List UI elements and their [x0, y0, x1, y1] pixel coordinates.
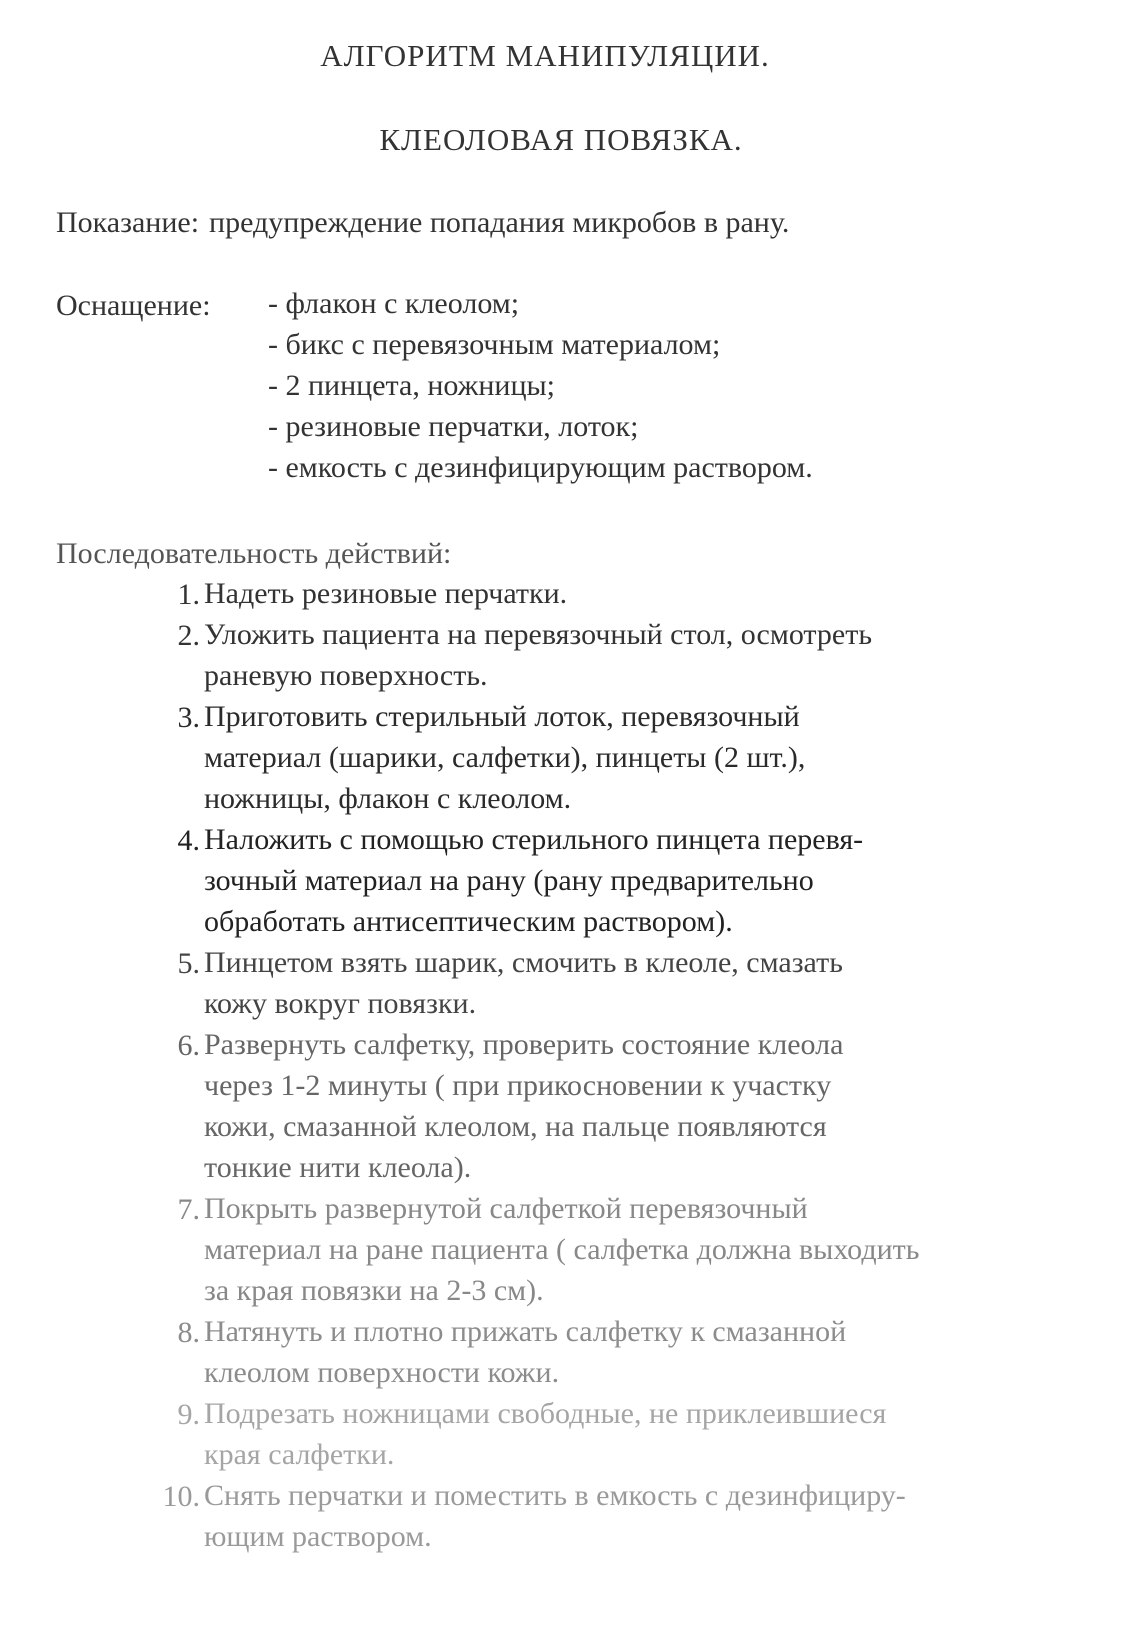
step-line: Наложить с помощью стерильного пинцета перевя- — [204, 823, 864, 856]
step-item — [160, 1316, 1080, 1398]
step-item — [160, 824, 1080, 947]
step-number: 7. — [177, 1193, 200, 1226]
equipment-item: - емкость с дезинфицирующим раствором. — [268, 451, 813, 484]
equipment-item: - флакон с клеолом; — [268, 287, 520, 320]
step-item — [160, 1029, 1080, 1193]
step-line: тонкие нити клеола). — [204, 1151, 472, 1184]
step-number: 1. — [177, 578, 200, 611]
steps-list — [160, 578, 1080, 1562]
document-subtitle: КЛЕОЛОВАЯ ПОВЯЗКА. — [379, 122, 743, 157]
equipment-item: - резиновые перчатки, лоток; — [268, 410, 639, 443]
step-number: 2. — [177, 619, 200, 652]
step-item — [160, 578, 1080, 619]
step-item — [160, 619, 1080, 701]
step-line: материал (шарики, салфетки), пинцеты (2 шт.), — [204, 741, 806, 774]
equipment-label: Оснащение: — [56, 289, 211, 322]
step-line: Подрезать ножницами свободные, не приклеившиеся — [204, 1397, 887, 1430]
indication-text: предупреждение попадания микробов в рану. — [209, 206, 790, 239]
step-line: Уложить пациента на перевязочный стол, осмотреть — [204, 618, 873, 651]
step-number: 6. — [177, 1029, 200, 1062]
step-line: Снять перчатки и поместить в емкость с дезинфициру- — [204, 1479, 906, 1512]
equipment-item: - 2 пинцета, ножницы; — [268, 369, 556, 402]
step-line: Покрыть развернутой салфеткой перевязочный — [204, 1192, 808, 1225]
step-item — [160, 701, 1080, 824]
equipment-item: - бикс с перевязочным материалом; — [268, 328, 721, 361]
step-line: Развернуть салфетку, проверить состояние клеола — [204, 1028, 844, 1061]
step-line: Приготовить стерильный лоток, перевязочный — [204, 700, 800, 733]
step-item — [160, 1193, 1080, 1316]
step-line: клеолом поверхности кожи. — [204, 1356, 560, 1389]
step-number: 3. — [177, 701, 200, 734]
indication-label: Показание: — [56, 206, 200, 239]
step-line: материал на ране пациента ( салфетка должна выходить — [204, 1233, 920, 1266]
step-item — [160, 1398, 1080, 1480]
step-line: зочный материал на рану (рану предварительно — [204, 864, 814, 897]
step-number: 9. — [177, 1398, 200, 1431]
step-line: кожи, смазанной клеолом, на пальце появляются — [204, 1110, 827, 1143]
step-line: ющим раствором. — [204, 1520, 432, 1553]
step-number: 8. — [177, 1316, 200, 1349]
indication — [56, 206, 789, 240]
equipment-list — [268, 289, 813, 494]
step-number: 5. — [177, 947, 200, 980]
step-line: края салфетки. — [204, 1438, 395, 1471]
step-item — [160, 947, 1080, 1029]
step-line: ножницы, флакон с клеолом. — [204, 782, 572, 815]
step-line: Надеть резиновые перчатки. — [204, 577, 568, 610]
step-line: обработать антисептическим раствором). — [204, 905, 733, 938]
step-line: раневую поверхность. — [204, 659, 488, 692]
step-number: 4. — [177, 824, 200, 857]
step-line: кожу вокруг повязки. — [204, 987, 477, 1020]
step-item — [160, 1480, 1080, 1562]
step-line: Натянуть и плотно прижать салфетку к смазанной — [204, 1315, 847, 1348]
document-title: АЛГОРИТМ МАНИПУЛЯЦИИ. — [320, 38, 770, 73]
step-number: 10. — [162, 1480, 200, 1513]
step-line: через 1-2 минуты ( при прикосновении к участку — [204, 1069, 832, 1102]
step-line: за края повязки на 2-3 см). — [204, 1274, 544, 1307]
step-line: Пинцетом взять шарик, смочить в клеоле, смазать — [204, 946, 843, 979]
sequence-label: Последовательность действий: — [56, 537, 452, 570]
